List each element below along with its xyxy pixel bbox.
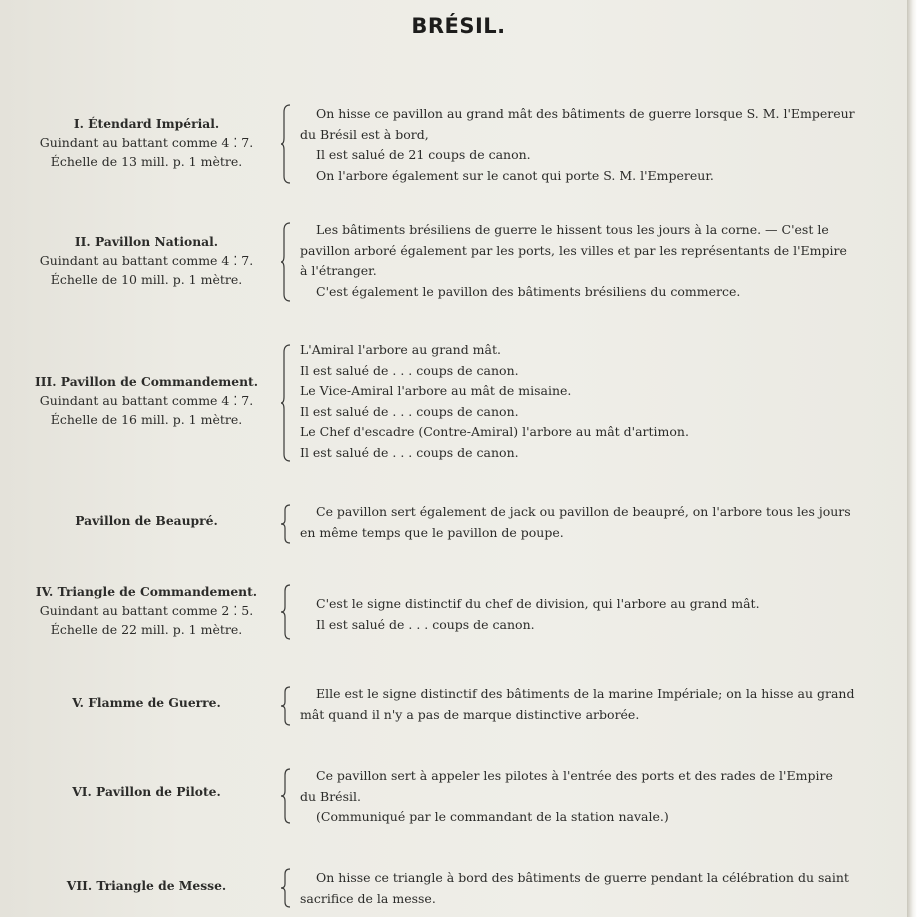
desc-line: Les bâtiments brésiliens de guerre le hissent tous les jours à la corne. — C'est le xyxy=(316,222,829,237)
desc-line: Le Vice-Amiral l'arbore au mât de misaine. xyxy=(300,383,572,398)
entry-caption xyxy=(30,511,263,530)
entry-description xyxy=(300,502,865,543)
flag-ratio: Guindant au battant comme 4 ⁚ 7. xyxy=(39,393,254,408)
flag-name: IV. Triangle de Commandement. xyxy=(35,584,258,599)
page-title: BRÉSIL. xyxy=(411,14,506,38)
entry-caption xyxy=(30,782,263,801)
desc-line: Il est salué de 21 coups de canon. xyxy=(316,147,531,162)
flag-name: VI. Pavillon de Pilote. xyxy=(72,784,221,799)
desc-line: On hisse ce pavillon au grand mât des bâtiments de guerre lorsque S. M. l'Empereur xyxy=(316,106,855,121)
desc-line: à l'étranger. xyxy=(300,263,377,278)
desc-line: Il est salué de . . . coups de canon. xyxy=(300,403,519,419)
desc-line: C'est le signe distinctif du chef de division, qui l'arbore au grand mât. xyxy=(316,596,760,611)
flag-name: V. Flamme de Guerre. xyxy=(72,695,221,710)
desc-line: Ce pavillon sert également de jack ou pavillon de beaupré, on l'arbore tous les jours xyxy=(316,504,851,519)
entry-description xyxy=(300,340,865,463)
flag-name: VII. Triangle de Messe. xyxy=(66,878,227,893)
desc-line: Ce pavillon sert à appeler les pilotes à l'entrée des ports et des rades de l'Empire xyxy=(316,768,833,783)
brace-icon xyxy=(280,504,292,544)
entry-caption xyxy=(30,876,263,895)
desc-line: du Brésil. xyxy=(300,788,361,804)
flag-name: III. Pavillon de Commandement. xyxy=(34,374,259,389)
desc-line: Elle est le signe distinctif des bâtiments de la marine Impériale; on la hisse au grand xyxy=(316,686,855,701)
brace-icon xyxy=(280,222,292,302)
desc-line: pavillon arboré également par les ports, les villes et par les représentants de l'Empire xyxy=(300,242,847,258)
desc-line: Le Chef d'escadre (Contre-Amiral) l'arbore au mât d'artimon. xyxy=(300,424,689,439)
desc-line: On l'arbore également sur le canot qui porte S. M. l'Empereur. xyxy=(316,167,714,183)
desc-line: du Brésil est à bord, xyxy=(300,126,429,142)
desc-line: (Communiqué par le commandant de la station navale.) xyxy=(316,809,669,824)
brace-icon xyxy=(280,104,292,184)
flag-scale: Échelle de 13 mill. p. 1 mètre. xyxy=(50,154,243,169)
flag-ratio: Guindant au battant comme 2 ⁚ 5. xyxy=(39,603,254,618)
flag-ratio: Guindant au battant comme 4 ⁚ 7. xyxy=(39,135,254,150)
entry-description xyxy=(300,104,865,186)
brace-icon xyxy=(280,344,292,462)
entry-caption xyxy=(30,372,263,429)
desc-line: Il est salué de . . . coups de canon. xyxy=(316,616,535,632)
flag-name: Pavillon de Beaupré. xyxy=(75,513,218,528)
flag-name: I. Étendard Impérial. xyxy=(73,116,220,131)
brace-icon xyxy=(280,768,292,824)
desc-line: L'Amiral l'arbore au grand mât. xyxy=(300,342,501,357)
brace-icon xyxy=(280,584,292,640)
desc-line: mât quand il n'y a pas de marque distinctive arborée. xyxy=(300,706,640,722)
entry-caption xyxy=(30,693,263,712)
desc-line: en même temps que le pavillon de poupe. xyxy=(300,524,564,540)
entry-caption xyxy=(30,114,263,171)
entry-description xyxy=(300,594,865,635)
desc-line: C'est également le pavillon des bâtiments brésiliens du commerce. xyxy=(316,283,741,299)
entry-description xyxy=(300,868,865,909)
desc-line: Il est salué de . . . coups de canon. xyxy=(300,444,519,460)
entry-caption xyxy=(30,232,263,289)
flag-scale: Échelle de 16 mill. p. 1 mètre. xyxy=(50,412,243,427)
flag-ratio: Guindant au battant comme 4 ⁚ 7. xyxy=(39,253,254,268)
entry-caption xyxy=(30,582,263,639)
page-edge xyxy=(907,0,917,917)
brace-icon xyxy=(280,686,292,726)
flag-name: II. Pavillon National. xyxy=(74,234,219,249)
entry-description xyxy=(300,766,865,828)
desc-line: sacrifice de la messe. xyxy=(300,890,436,906)
flag-scale: Échelle de 10 mill. p. 1 mètre. xyxy=(50,272,243,287)
brace-icon xyxy=(280,868,292,908)
flag-scale: Échelle de 22 mill. p. 1 mètre. xyxy=(50,622,243,637)
entry-description xyxy=(300,220,865,302)
desc-line: On hisse ce triangle à bord des bâtiments de guerre pendant la célébration du saint xyxy=(316,870,849,885)
desc-line: Il est salué de . . . coups de canon. xyxy=(300,362,519,378)
entry-description xyxy=(300,684,865,725)
